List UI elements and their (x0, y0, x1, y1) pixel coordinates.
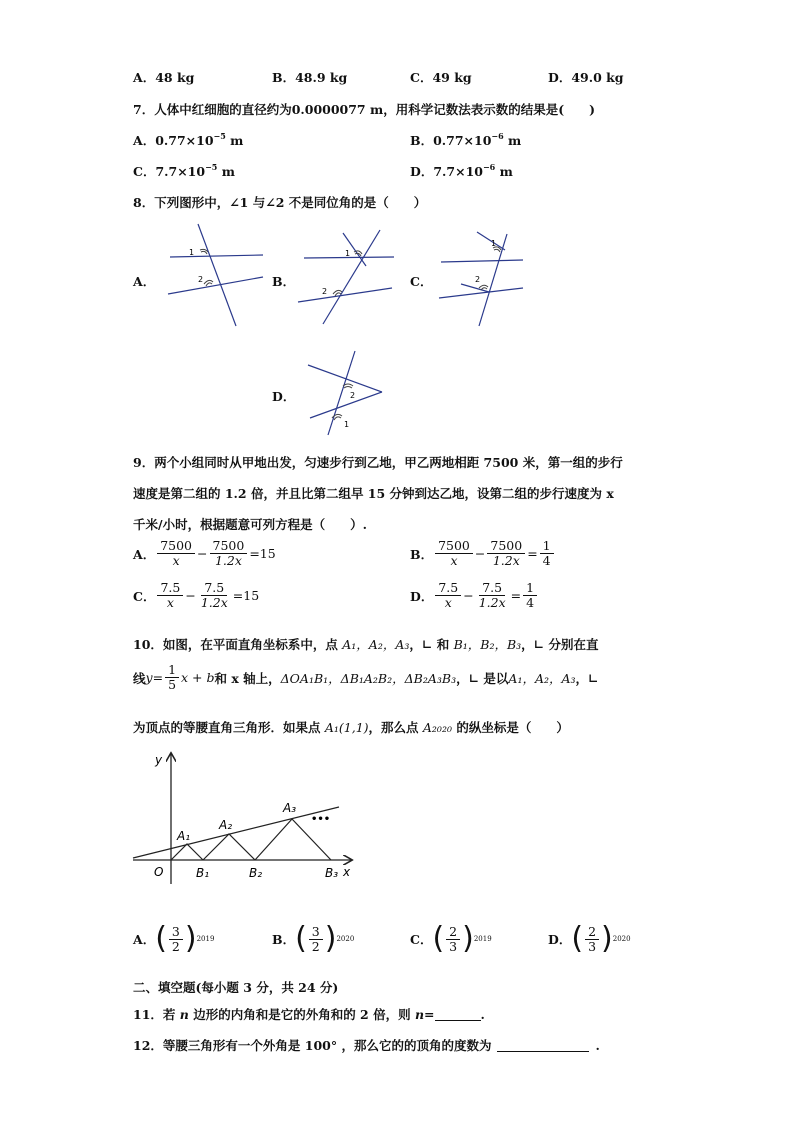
q8-figure-b (296, 228, 396, 326)
q7-option-d: D．$7.7\times 10^{-6}$ m (410, 162, 513, 179)
q8-option-a-label: A． (133, 274, 156, 289)
q7-option-a: A．$0.77\times 10^{-5}$ m (133, 131, 244, 148)
q9-option-c: C． $\frac{7.5}{x}$ − $\frac{7.5}{1.2x}$ = 15 (133, 580, 260, 610)
q8-option-d-label: D． (272, 389, 296, 404)
fig-c-angle-1: 1 (491, 239, 497, 248)
q9-line-1: 9．两个小组同时从甲地出发，匀速步行到乙地，甲乙两地相距 7500 米，第一组的步行 (133, 455, 623, 470)
fig-b-angle-2: 2 (322, 287, 328, 296)
q10-figure (125, 748, 365, 888)
q8-figure-d (300, 348, 390, 438)
q6-option-d: D．49.0 kg (548, 70, 624, 85)
triangle-1 (171, 844, 203, 860)
q10-option-c: C． ( $\frac{2}{3}$ ) 2019 (410, 921, 492, 956)
q7-option-b: B．$0.77\times 10^{-6}$ m (410, 131, 522, 148)
q11: 11．若 n 边形的内角和是它的外角和的 2 倍，则 n= . (133, 1007, 485, 1022)
q10-line-3: 为顶点的等腰直角三角形．如果点 A₁(1,1)，那么点 A₂₀₂₀ 的纵坐标是（ ） (133, 720, 569, 735)
fig-a-angle-1: 1 (189, 248, 195, 257)
q6-option-b: B．48.9 kg (272, 70, 348, 85)
fig-d-line-lower (310, 392, 382, 418)
q9-line-3: 千米/小时，根据题意可列方程是（ ）. (133, 517, 367, 532)
label-A1: A₁ (177, 829, 191, 843)
label-B2: B₂ (249, 866, 263, 880)
q12: 12．等腰三角形有一个外角是 100° ，那么它的的顶角的度数为 . (133, 1038, 600, 1053)
label-O: O (154, 865, 164, 879)
q10-line-2: 线 y = $\frac{1}{5}$ x + b 和 x 轴上， ΔOA₁B₁，ΔB₁A₂B₂，ΔB₂A₃B₃ ，∟ 是以 A₁，A₂，A₃ ，∟ (133, 662, 599, 692)
label-x: x (343, 865, 351, 879)
label-dots: ••• (311, 814, 331, 825)
q12-answer-blank[interactable] (497, 1039, 589, 1052)
line-y-eq (133, 807, 339, 858)
q7-option-c: C．$7.7\times 10^{-5}$ m (133, 162, 235, 179)
fig-a-line-bottom (168, 277, 263, 294)
q8-option-b-label: B． (272, 274, 296, 289)
q9-option-b: B． $\frac{7500}{x}$ − $\frac{7500}{1.2x}$ = $\frac{1}{4}$ (410, 539, 556, 568)
label-B3: B₃ (325, 866, 339, 880)
fig-c-line-top (441, 260, 523, 262)
q9-line-2: 速度是第二组的 1.2 倍，并且比第二组早 15 分钟到达乙地，设第二组的步行速度为 x (133, 486, 614, 501)
fig-d-line-upper (308, 365, 382, 392)
q6-option-c: C．49 kg (410, 70, 472, 85)
fig-a-transversal (198, 224, 236, 326)
fig-b-transversal (323, 230, 380, 324)
q8-figure-a (160, 222, 270, 328)
triangle-2 (203, 834, 255, 860)
fig-b-angle-1: 1 (345, 249, 351, 258)
fig-b-line-bottom (298, 288, 392, 302)
label-A2: A₂ (219, 818, 233, 832)
q10-option-a: A． ( $\frac{3}{2}$ ) 2019 (133, 921, 215, 956)
q10-option-b: B． ( $\frac{3}{2}$ ) 2020 (272, 921, 355, 956)
label-B1: B₁ (196, 866, 210, 880)
q10-line-1: 10．如图，在平面直角坐标系中，点 A₁，A₂，A₃，∟ 和 B₁，B₂，B₃，∟ 分别在直 (133, 637, 599, 652)
section-2-heading: 二、填空题(每小题 3 分，共 24 分) (133, 980, 339, 995)
q8-figure-c (435, 228, 525, 328)
label-y: y (155, 753, 163, 767)
q6-option-a: A．48 kg (133, 70, 195, 85)
fig-a-line-top (170, 255, 263, 257)
q8-option-c-label: C． (410, 274, 433, 289)
fig-c-angle-2: 2 (475, 275, 481, 284)
label-A3: A₃ (283, 801, 297, 815)
q9-option-a: A． $\frac{7500}{x}$ − $\frac{7500}{1.2x}$ = 15 (133, 538, 276, 568)
q7-stem: 7．人体中红细胞的直径约为0.0000077 m，用科学记数法表示数的结果是( ) (133, 102, 596, 117)
fig-d-angle-2: 2 (350, 391, 356, 400)
fig-d-angle-1: 1 (344, 420, 350, 429)
q10-option-d: D． ( $\frac{2}{3}$ ) 2020 (548, 921, 631, 956)
q9-option-d: D． $\frac{7.5}{x}$ − $\frac{7.5}{1.2x}$ = $\frac{1}{4}$ (410, 581, 539, 610)
fig-a-angle-2: 2 (198, 275, 204, 284)
q8-stem: 8．下列图形中，∠1 与∠2 不是同位角的是（ ） (133, 195, 427, 210)
q11-answer-blank[interactable] (435, 1008, 481, 1021)
